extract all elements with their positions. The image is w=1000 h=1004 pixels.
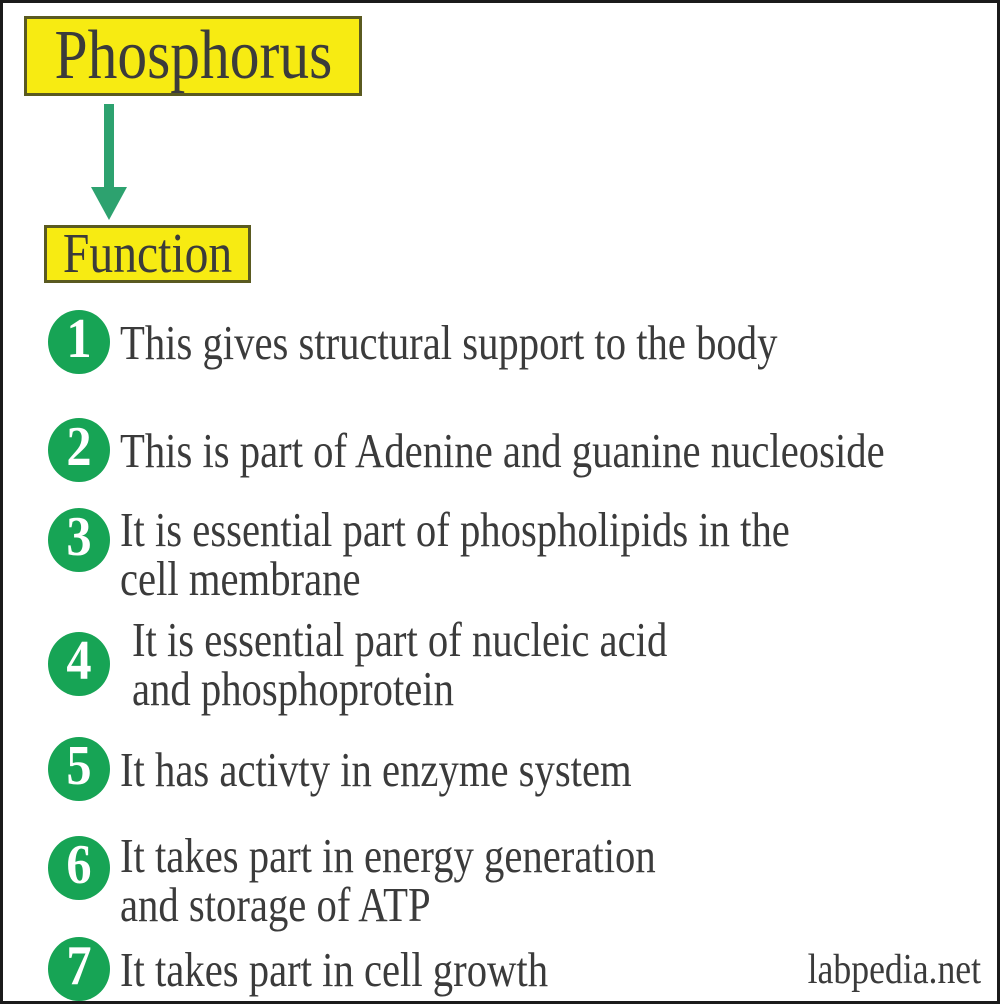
down-arrow-icon xyxy=(87,104,131,222)
item-number-badge xyxy=(48,310,110,374)
item-number-badge xyxy=(48,418,110,482)
item-number: 2 xyxy=(66,416,92,478)
function-item-6 xyxy=(48,819,765,932)
item-text xyxy=(132,612,777,716)
item-text xyxy=(120,828,765,932)
phosphorus-title-box xyxy=(24,16,362,96)
item-number: 5 xyxy=(66,735,92,797)
item-number: 4 xyxy=(66,630,92,692)
function-item-4 xyxy=(48,612,777,716)
item-number-badge xyxy=(48,737,110,801)
function-item-7 xyxy=(48,937,636,1001)
item-number: 7 xyxy=(66,935,92,997)
item-text-line: cell membrane xyxy=(120,551,361,606)
item-text-line: and phosphoprotein xyxy=(132,661,454,716)
item-text xyxy=(120,502,927,606)
item-number-badge xyxy=(48,508,110,572)
item-text xyxy=(120,314,912,370)
item-text-line: It has activty in enzyme system xyxy=(120,741,632,797)
page-title: Phosphorus xyxy=(54,17,332,94)
item-text xyxy=(120,422,1000,478)
watermark: labpedia.net xyxy=(807,947,981,993)
item-number-badge xyxy=(48,937,110,1001)
item-text-line: This is part of Adenine and guanine nucleoside xyxy=(120,422,885,478)
item-text xyxy=(120,741,736,797)
section-subtitle: Function xyxy=(62,223,233,285)
item-text-line: It is essential part of nucleic acid xyxy=(132,612,668,667)
item-number-badge xyxy=(48,836,110,900)
function-item-1 xyxy=(48,310,912,374)
item-text-line: It takes part in energy generation xyxy=(120,828,656,883)
function-subtitle-box xyxy=(44,225,251,283)
function-item-5 xyxy=(48,737,736,801)
item-number: 3 xyxy=(66,506,92,568)
item-text-line: It is essential part of phospholipids in the xyxy=(120,502,790,557)
item-number: 6 xyxy=(66,834,92,896)
function-item-3 xyxy=(48,491,927,606)
item-text xyxy=(120,941,636,997)
item-number-badge xyxy=(48,632,110,696)
item-number: 1 xyxy=(66,308,92,370)
item-text-line: This gives structural support to the body xyxy=(120,314,778,370)
function-item-2 xyxy=(48,418,1000,482)
item-text-line: and storage of ATP xyxy=(120,877,431,932)
item-text-line: It takes part in cell growth xyxy=(120,941,549,997)
